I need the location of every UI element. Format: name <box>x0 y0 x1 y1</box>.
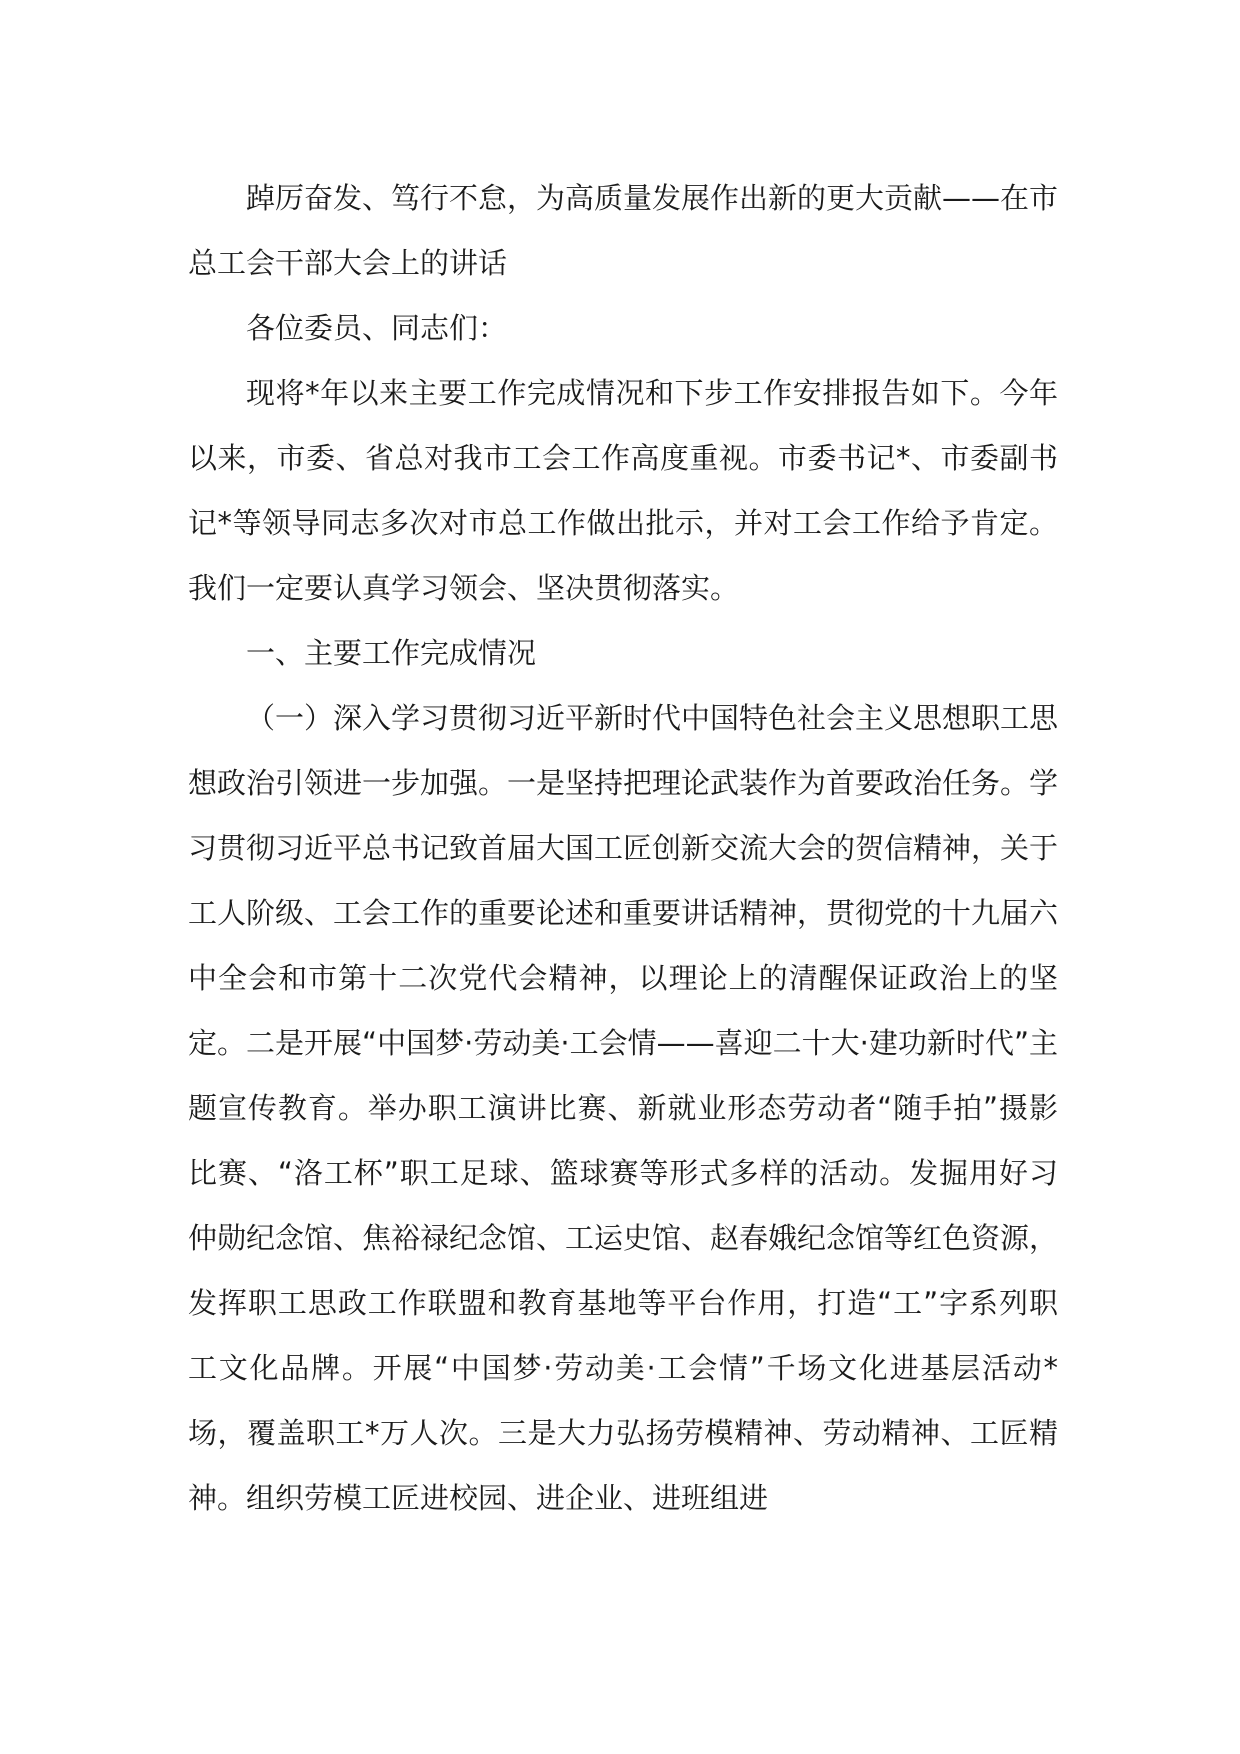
document-body <box>188 166 1058 1531</box>
salutation: 各位委员、同志们： <box>246 311 508 345</box>
section-heading: 一、主要工作完成情况 <box>246 636 537 670</box>
document-title: 踔厉奋发、笃行不怠，为高质量发展作出新的更大贡献——在市总工会干部大会上的讲话 <box>188 181 1059 280</box>
paragraph-intro: 现将*年以来主要工作完成情况和下步工作安排报告如下。今年以来，市委、省总对我市工会工作高度重视。市委书记*、市委副书记*等领导同志多次对市总工作做出批示，并对工会工作给予肯定。我们一定要认真学习领会、坚决贯彻落实。 <box>188 376 1058 605</box>
paragraph-section-1: （一）深入学习贯彻习近平新时代中国特色社会主义思想职工思想政治引领进一步加强。一是坚持把理论武装作为首要政治任务。学习贯彻习近平总书记致首届大国工匠创新交流大会的贺信精神，关于工人阶级、工会工作的重要论述和重要讲话精神，贯彻党的十九届六中全会和市第十二次党代会精神，以理论上的清醒保证政治上的坚定。二是开展“中国梦·劳动美·工会情——喜迎二十大·建功新时代”主题宣传教育。举办职工演讲比赛、新就业形态劳动者“随手拍”摄影比赛、“洛工杯”职工足球、篮球赛等形式多样的活动。发掘用好习仲勋纪念馆、焦裕禄纪念馆、工运史馆、赵春娥纪念馆等红色资源，发挥职工思政工作联盟和教育基地等平台作用，打造“工”字系列职工文化品牌。开展“中国梦·劳动美·工会情”千场文化进基层活动*场，覆盖职工*万人次。三是大力弘扬劳模精神、劳动精神、工匠精神。组织劳模工匠进校园、进企业、进班组进 <box>188 701 1059 1515</box>
